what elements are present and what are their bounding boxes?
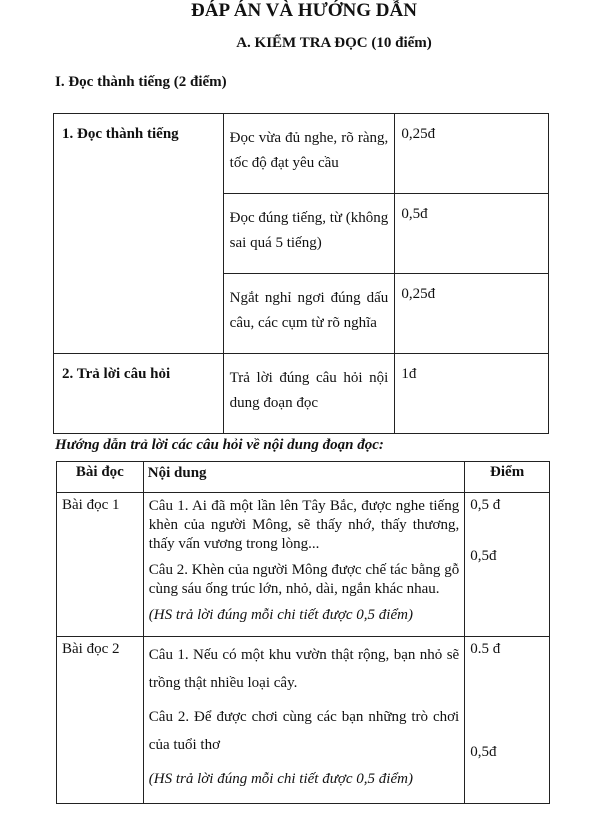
- answer-table: [56, 461, 550, 804]
- page-subtitle: A. KIỂM TRA ĐỌC (10 điểm): [236, 35, 432, 51]
- answer-q1: Câu 1. Nếu có một khu vườn thật rộng, bạn nhỏ sẽ trồng thật nhiều loại cây.: [148, 647, 460, 691]
- description-cell: Đọc vừa đủ nghe, rõ ràng, tốc độ đạt yêu cầu: [223, 114, 395, 194]
- page-title: ĐÁP ÁN VÀ HƯỚNG DẪN: [191, 0, 417, 21]
- description-cell: Đọc đúng tiếng, từ (không sai quá 5 tiếng): [223, 194, 395, 274]
- content-cell: [143, 493, 464, 637]
- table-row: [57, 493, 550, 637]
- reading-cell: Bài đọc 1: [57, 493, 144, 637]
- score-q1: 0.5 đ: [470, 641, 501, 657]
- criterion-cell: 1. Đọc thành tiếng: [54, 114, 224, 354]
- description-cell: Trả lời đúng câu hỏi nội dung đoạn đọc: [223, 354, 395, 434]
- score-cell: 0,25đ: [395, 274, 549, 354]
- table-row: [54, 114, 549, 194]
- table-row: [57, 637, 550, 804]
- score-cell: 0,25đ: [395, 114, 549, 194]
- scoring-note: (HS trả lời đúng mỗi chi tiết được 0,5 điểm): [148, 607, 413, 623]
- guide-heading: Hướng dẫn trả lời các câu hỏi về nội dung đoạn đọc:: [55, 437, 384, 453]
- scoring-note: (HS trả lời đúng mỗi chi tiết được 0,5 điểm): [148, 771, 413, 787]
- answer-q2: Câu 2. Khèn của người Mông được chế tác bằng gỗ cùng sáu ống trúc lớn, nhỏ, dài, ngắn khác nhau.: [148, 562, 460, 597]
- header-reading: Bài đọc: [57, 462, 144, 493]
- reading-cell: Bài đọc 2: [57, 637, 144, 804]
- table-header-row: [57, 462, 550, 493]
- criterion-cell: 2. Trả lời câu hỏi: [54, 354, 224, 434]
- score-cell: 0,5đ: [395, 194, 549, 274]
- reading-aloud-table: [53, 113, 549, 434]
- score-q1: 0,5 đ: [470, 497, 501, 513]
- description-cell: Ngắt nghỉ ngơi đúng dấu câu, các cụm từ rõ nghĩa: [223, 274, 395, 354]
- score-q2: 0,5đ: [470, 744, 497, 760]
- answer-q1: Câu 1. Ai đã một lần lên Tây Bắc, được nghe tiếng khèn của người Mông, sẽ thấy nhớ, thấy thương, thấy vấn vương trong lòng...: [148, 498, 460, 552]
- header-content: Nội dung: [143, 462, 464, 493]
- table-row: [54, 354, 549, 434]
- content-cell: [143, 637, 464, 804]
- score-q2: 0,5đ: [470, 548, 497, 564]
- header-score: Điểm: [465, 462, 550, 493]
- score-cell: [465, 493, 550, 637]
- answer-q2: Câu 2. Để được chơi cùng các bạn những trò chơi của tuổi thơ: [148, 709, 460, 753]
- score-cell: 1đ: [395, 354, 549, 434]
- score-cell: [465, 637, 550, 804]
- section-heading: I. Đọc thành tiếng (2 điểm): [55, 74, 227, 90]
